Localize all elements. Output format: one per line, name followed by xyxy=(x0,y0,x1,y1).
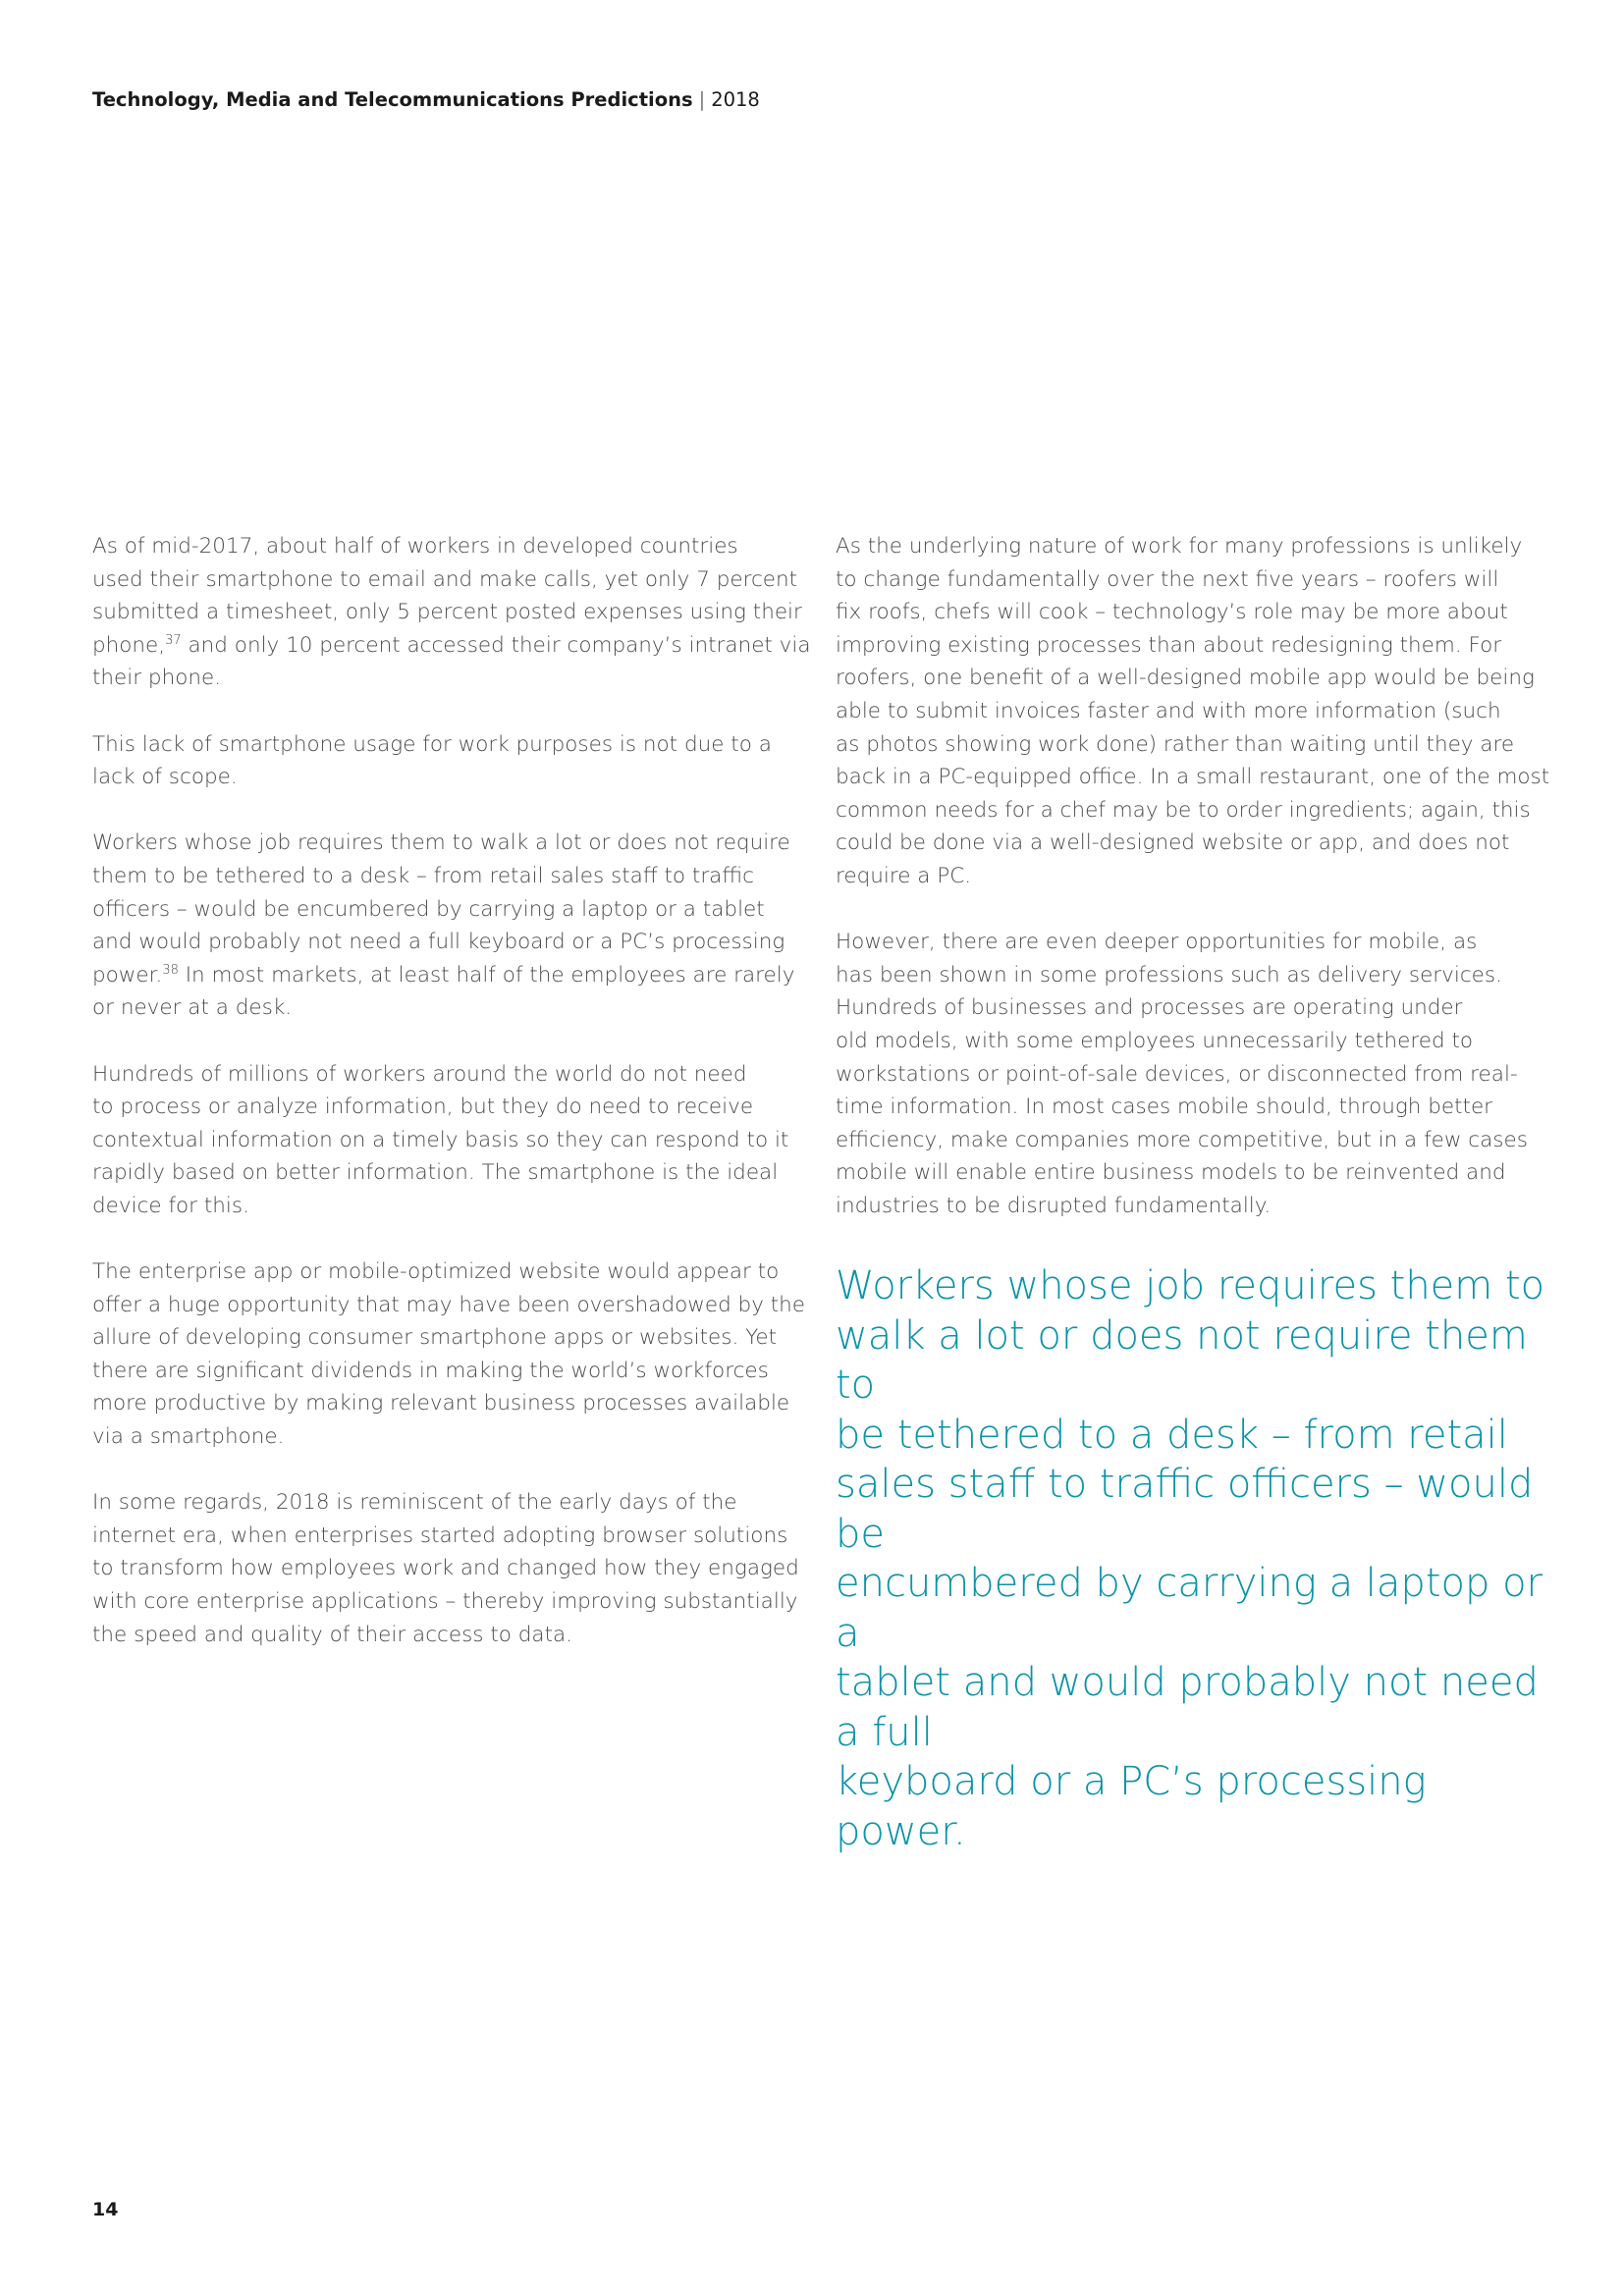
paragraph: This lack of smartphone usage for work purposes is not due to a lack of scope. xyxy=(92,731,772,790)
paragraph: In some regards, 2018 is reminiscent of the early days of the internet era, when enterprises started adopting browser solutions to transform how employees work and changed how they engaged with core enterprise applications – thereby improving substantially the speed and quality of their access to data. xyxy=(92,1490,799,1647)
left-column xyxy=(92,530,824,1684)
publication-title: Technology, Media and Telecommunications Predictions xyxy=(92,88,693,111)
header-separator: | xyxy=(698,88,706,111)
paragraph: As the underlying nature of work for many professions is unlikely to change fundamentally over the next five years – roofers will fix roofs, chefs will cook – technology’s role may be more about improving existing processes than about redesigning them. For roofers, one benefit of a well-designed mobile app would be being able to submit invoices faster and with more information (such as photos showing work done) rather than waiting until they are back in a PC-equipped office. In a small restaurant, one of the most common needs for a chef may be to order ingredients; again, this could be done via a well-designed website or app, and does not require a PC. xyxy=(836,534,1550,888)
publication-year: 2018 xyxy=(711,88,760,111)
paragraph-text: and only 10 percent accessed their company’s intranet via their phone. xyxy=(92,632,811,691)
page-number: 14 xyxy=(92,2199,119,2220)
paragraph xyxy=(92,530,824,695)
paragraph-text: In most markets, at least half of the employees are rarely or never at a desk. xyxy=(92,962,795,1021)
running-header xyxy=(92,88,760,111)
paragraph-text: As of mid-2017, about half of workers in developed countries used their smartphone to email and make calls, yet only 7 percent submitted a timesheet, only 5 percent posted expenses using their phone, xyxy=(92,534,802,658)
pull-quote: Workers whose job requires them to walk a lot or does not require them to be tethered to a desk – from retail sales staff to traffic officers – would be encumbered by carrying a laptop or a tablet and would probably not need a full keyboard or a PC’s processing power. xyxy=(836,1263,1545,1854)
paragraph-text: Workers whose job requires them to walk a lot or does not require them to be tethered to a desk – from retail sales staff to traffic officers – would be encumbered by carrying a laptop or a tablet and would probably not need a full keyboard or a PC’s processing power. xyxy=(92,830,790,988)
right-column xyxy=(836,530,1557,1856)
footnote-ref: 37 xyxy=(165,632,182,648)
paragraph: However, there are even deeper opportunities for mobile, as has been shown in some professions such as delivery services. Hundreds of businesses and processes are operating under old models, with some employees unnecessarily tethered to workstations or point-of-sale devices, or disconnected from real- time information. In most cases mobile should, through better efficiency, make companies more competitive, but in a few cases mobile will enable entire business models to be reinvented and industries to be disrupted fundamentally. xyxy=(836,930,1528,1218)
footnote-ref: 38 xyxy=(162,962,179,978)
paragraph xyxy=(92,827,824,1025)
paragraph: The enterprise app or mobile-optimized website would appear to offer a huge opportunity that may have been overshadowed by the allure of developing consumer smartphone apps or websites. Yet there are significant dividends in making the world’s workforces more productive by making relevant business processes available via a smartphone. xyxy=(92,1259,806,1450)
paragraph: Hundreds of millions of workers around the world do not need to process or analyze information, but they do need to receive contextual information on a timely basis so they can respond to it rapidly based on better information. The smartphone is the ideal device for this. xyxy=(92,1061,789,1218)
